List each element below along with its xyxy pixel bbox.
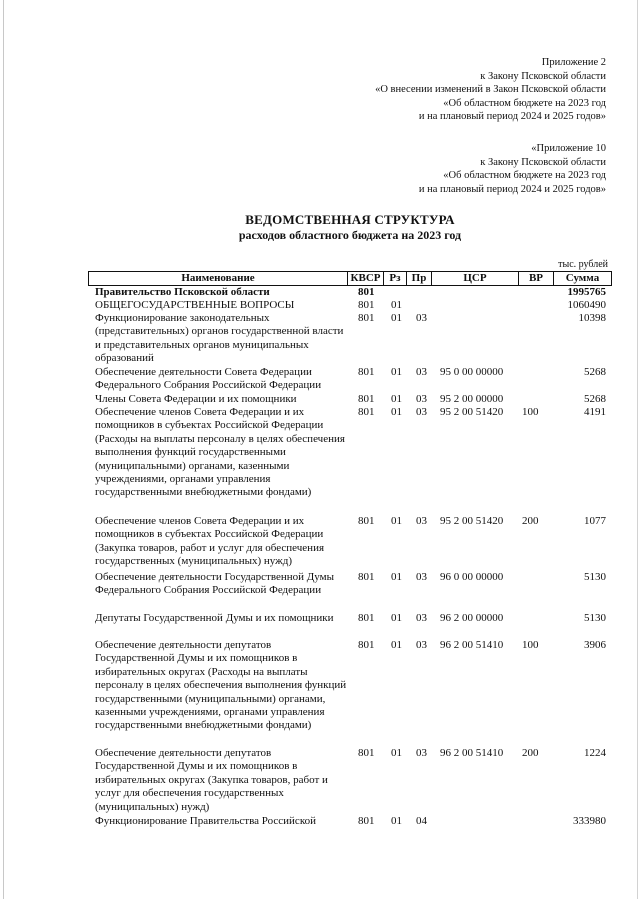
appendix-2-line-4: «Об областном бюджете на 2023 год xyxy=(443,97,606,109)
row-name: Обеспечение деятельности депутатов Государственной Думы и их помощников в избирательных округах (Закупка товаров, работ и услуг для обеспечения государственных (муниципальных) нужд) xyxy=(95,747,328,813)
appendix-10-line-3: «Об областном бюджете на 2023 год xyxy=(443,170,606,182)
row-name: Функционирование Правительства Российской xyxy=(95,815,316,827)
row-kvsr: 801 xyxy=(358,406,375,418)
appendix-10-header xyxy=(419,142,606,196)
row-name: Функционирование законодательных (представительных) органов государственной власти и представительных органов муниципальных образований xyxy=(95,312,344,365)
row-csr: 96 0 00 00000 xyxy=(440,571,504,583)
appendix-10-line-4: и на плановый период 2024 и 2025 годов» xyxy=(418,183,606,195)
header-vr: ВР xyxy=(528,272,544,284)
row-csr: 96 2 00 00000 xyxy=(440,612,504,624)
row-rz: 01 xyxy=(391,612,402,624)
row-pr: 03 xyxy=(416,406,427,418)
row-pr: 03 xyxy=(416,747,427,759)
header-name: Наименование xyxy=(181,272,255,284)
header-csr: ЦСР xyxy=(463,272,487,284)
appendix-2-line-1: Приложение 2 xyxy=(541,57,606,68)
row-rz: 01 xyxy=(391,406,402,418)
header-pr: Пр xyxy=(411,272,427,284)
row-kvsr: 801 xyxy=(358,612,375,624)
row-kvsr: 801 xyxy=(358,299,375,311)
row-rz: 01 xyxy=(391,747,402,759)
row-name: ОБЩЕГОСУДАРСТВЕННЫЕ ВОПРОСЫ xyxy=(95,299,295,311)
row-sum: 1224 xyxy=(584,747,606,759)
document-title: ВЕДОМСТВЕННАЯ СТРУКТУРА xyxy=(245,212,455,227)
row-vr: 100 xyxy=(522,406,539,418)
row-pr: 03 xyxy=(416,312,427,324)
row-csr: 95 0 00 00000 xyxy=(440,366,504,378)
row-sum: 5130 xyxy=(584,571,606,583)
row-name: Обеспечение деятельности Совета Федерации Федерального Собрания Российской Федерации xyxy=(95,366,322,392)
row-kvsr: 801 xyxy=(358,312,375,324)
row-csr: 96 2 00 51410 xyxy=(440,639,504,651)
row-rz: 01 xyxy=(391,515,402,527)
row-rz: 01 xyxy=(391,299,402,311)
row-kvsr: 801 xyxy=(358,366,375,378)
row-pr: 03 xyxy=(416,639,427,651)
appendix-2-header xyxy=(375,56,606,124)
row-kvsr: 801 xyxy=(358,286,375,298)
appendix-10-line-1: «Приложение 10 xyxy=(531,143,606,154)
scan-edge-left xyxy=(3,0,4,899)
row-name: Обеспечение членов Совета Федерации и их помощников в субъектах Российской Федерации (Расходы на выплаты персоналу в целях обеспечения выполнения функций государственными (муниципальными) органами, казенными учреждениями, органами управления государственными внебюджетными фондами) xyxy=(95,406,345,499)
row-rz: 01 xyxy=(391,639,402,651)
row-kvsr: 801 xyxy=(358,515,375,527)
row-kvsr: 801 xyxy=(358,815,375,827)
row-sum: 1060490 xyxy=(567,299,606,311)
row-rz: 01 xyxy=(391,815,402,827)
row-kvsr: 801 xyxy=(358,639,375,651)
row-sum: 5268 xyxy=(584,393,606,405)
header-kvsr: КВСР xyxy=(350,272,381,284)
row-kvsr: 801 xyxy=(358,747,375,759)
row-csr: 95 2 00 51420 xyxy=(440,515,504,527)
row-pr: 04 xyxy=(416,815,427,827)
row-sum: 3906 xyxy=(584,639,606,651)
table-header xyxy=(88,271,612,286)
row-rz: 01 xyxy=(391,366,402,378)
header-rz: Рз xyxy=(389,272,401,284)
row-pr: 03 xyxy=(416,571,427,583)
row-sum: 10398 xyxy=(578,312,606,324)
row-name: Депутаты Государственной Думы и их помощники xyxy=(95,612,334,624)
row-kvsr: 801 xyxy=(358,571,375,583)
row-rz: 01 xyxy=(391,312,402,324)
row-csr: 96 2 00 51410 xyxy=(440,747,504,759)
row-name: Члены Совета Федерации и их помощники xyxy=(95,393,297,405)
appendix-10-line-2: к Закону Псковской области xyxy=(480,156,606,168)
row-sum: 1995765 xyxy=(567,286,606,298)
row-sum: 1077 xyxy=(584,515,606,527)
row-name: Правительство Псковской области xyxy=(95,286,270,298)
units-label: тыс. рублей xyxy=(558,259,608,270)
row-sum: 4191 xyxy=(584,406,606,418)
row-vr: 200 xyxy=(522,515,539,527)
row-pr: 03 xyxy=(416,612,427,624)
row-csr: 95 2 00 51420 xyxy=(440,406,504,418)
row-name: Обеспечение деятельности депутатов Государственной Думы и их помощников в избирательных округах (Расходы на выплаты персоналу в целях обеспечения выполнения функций государственными (муниципальными) органами, казенными учреждениями, органами управления государственными внебюджетными фондами) xyxy=(95,639,347,732)
scan-edge-right xyxy=(637,0,638,899)
row-name: Обеспечение деятельности Государственной Думы Федерального Собрания Российской Федерации xyxy=(95,571,334,597)
row-pr: 03 xyxy=(416,515,427,527)
header-sum: Сумма xyxy=(565,272,600,284)
row-vr: 100 xyxy=(522,639,539,651)
row-vr: 200 xyxy=(522,747,539,759)
appendix-2-line-3: «О внесении изменений в Закон Псковской области xyxy=(375,84,606,96)
row-kvsr: 801 xyxy=(358,393,375,405)
row-name: Обеспечение членов Совета Федерации и их помощников в субъектах Российской Федерации (Закупка товаров, работ и услуг для обеспечения государственных (муниципальных) нужд) xyxy=(95,515,325,568)
row-sum: 333980 xyxy=(573,815,606,827)
row-rz: 01 xyxy=(391,571,402,583)
row-sum: 5130 xyxy=(584,612,606,624)
document-subtitle: расходов областного бюджета на 2023 год xyxy=(238,228,462,242)
row-rz: 01 xyxy=(391,393,402,405)
row-pr: 03 xyxy=(416,393,427,405)
appendix-2-line-5: и на плановый период 2024 и 2025 годов» xyxy=(418,111,606,123)
row-csr: 95 2 00 00000 xyxy=(440,393,504,405)
row-pr: 03 xyxy=(416,366,427,378)
appendix-2-line-2: к Закону Псковской области xyxy=(480,70,606,82)
row-sum: 5268 xyxy=(584,366,606,378)
